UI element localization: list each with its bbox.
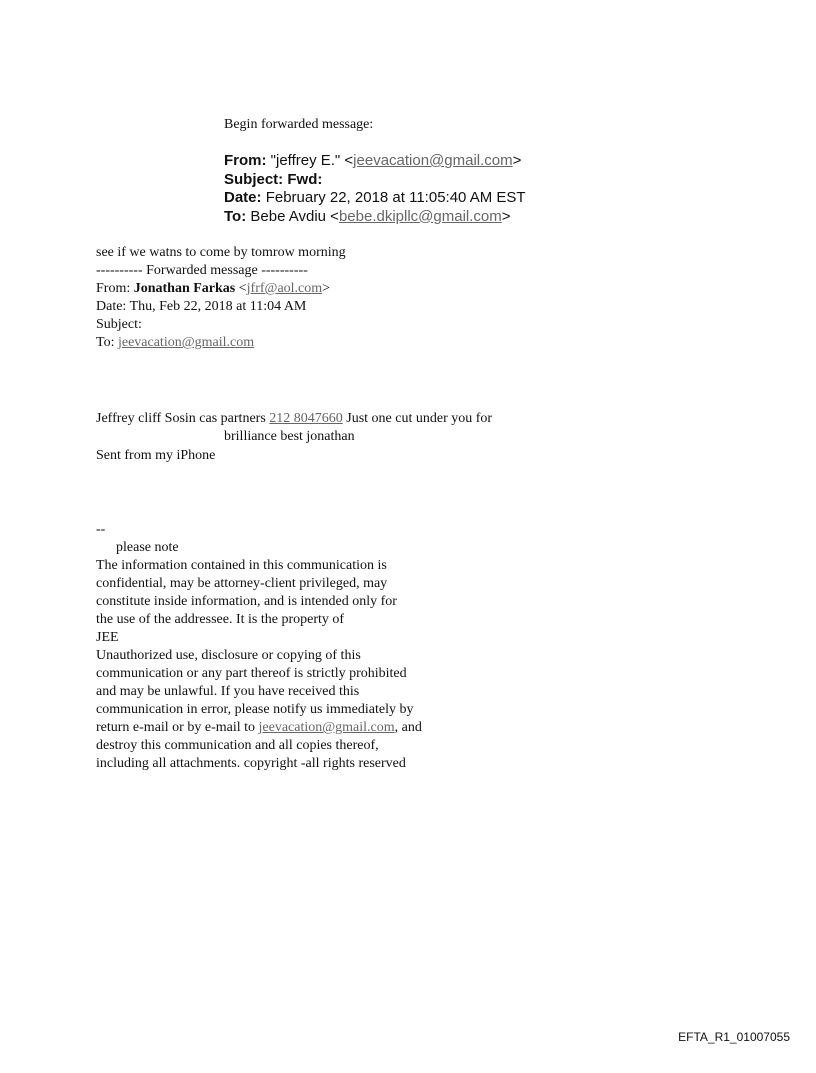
inner-message-header [96, 244, 346, 352]
disclaimer-line: communication in error, please notify us immediately by [96, 702, 414, 717]
disclaimer-block [96, 521, 422, 773]
body-text-post: Just one cut under you for [346, 411, 493, 426]
disclaimer-line: and may be unlawful. If you have received this [96, 684, 360, 699]
inner-from-label: From: [96, 281, 131, 296]
to-email-link[interactable]: bebe.dkipllc@gmail.com [338, 207, 502, 225]
forward-header [224, 152, 526, 226]
disclaimer-line: the use of the addressee. It is the property of [96, 612, 345, 627]
message-body-line2: brilliance best jonathan [224, 429, 355, 444]
disclaimer-line: destroy this communication and all copies thereof, [96, 738, 379, 753]
date-value: February 22, 2018 at 11:05:40 AM EST [265, 189, 526, 206]
from-label: From: [224, 152, 267, 169]
forward-intro: Begin forwarded message: [224, 117, 374, 132]
from-close: > [512, 152, 522, 169]
inner-date-row: Date: Thu, Feb 22, 2018 at 11:04 AM [96, 299, 307, 314]
subject-label: Subject: [224, 170, 284, 188]
date-label: Date: [224, 189, 262, 206]
disclaimer-line: constitute inside information, and is intended only for [96, 594, 397, 609]
message-body-line1 [96, 410, 492, 428]
disclaimer-email-line [96, 719, 422, 737]
forward-date-row [224, 189, 526, 208]
from-name: "jeffrey E." < [270, 152, 354, 169]
to-close: > [501, 207, 511, 225]
disclaimer-lines [96, 557, 422, 719]
forward-from-row [224, 152, 526, 171]
signature-dashes: -- [96, 522, 106, 537]
disclaimer-line: communication or any part thereof is strictly prohibited [96, 666, 407, 681]
inner-to-row [96, 334, 346, 352]
forward-to-row [224, 208, 526, 227]
inner-to-email-link[interactable]: jeevacation@gmail.com [117, 335, 255, 350]
to-name: Bebe Avdiu < [250, 207, 339, 225]
phone-link[interactable]: 212 8047660 [269, 411, 343, 426]
disclaimer-line: confidential, may be attorney-client privileged, may [96, 576, 388, 591]
forwarded-divider: ---------- Forwarded message ---------- [96, 263, 308, 278]
inner-subject-row: Subject: [96, 317, 142, 332]
subject-value: Fwd: [287, 170, 323, 188]
inner-from-close: > [322, 281, 331, 296]
disclaimer-line: The information contained in this communication is [96, 558, 387, 573]
from-email-link[interactable]: jeevacation@gmail.com [353, 152, 513, 169]
inner-from-name: Jonathan Farkas [133, 281, 236, 296]
disclaimer-line: including all attachments. copyright -all rights reserved [96, 756, 406, 771]
inner-note: see if we watns to come by tomrow morning [96, 245, 346, 260]
disclaimer-email-link[interactable]: jeevacation@gmail.com [258, 720, 395, 735]
disclaimer-line: JEE [96, 630, 119, 645]
inner-from-open: < [238, 281, 247, 296]
inner-to-label: To: [96, 335, 115, 350]
disclaimer-email-post: , and [394, 720, 422, 735]
disclaimer-email-pre: return e-mail or by e-mail to [96, 720, 255, 735]
inner-from-email-link[interactable]: jfrf@aol.com [246, 281, 323, 296]
disclaimer-heading: please note [116, 540, 179, 555]
inner-from-row [96, 280, 346, 298]
signature: Sent from my iPhone [96, 448, 216, 463]
forward-subject-row [224, 171, 526, 190]
disclaimer-line: Unauthorized use, disclosure or copying of this [96, 648, 361, 663]
document-id: EFTA_R1_01007055 [678, 1030, 790, 1044]
body-text-pre: Jeffrey cliff Sosin cas partners [96, 411, 266, 426]
to-label: To: [224, 207, 247, 225]
